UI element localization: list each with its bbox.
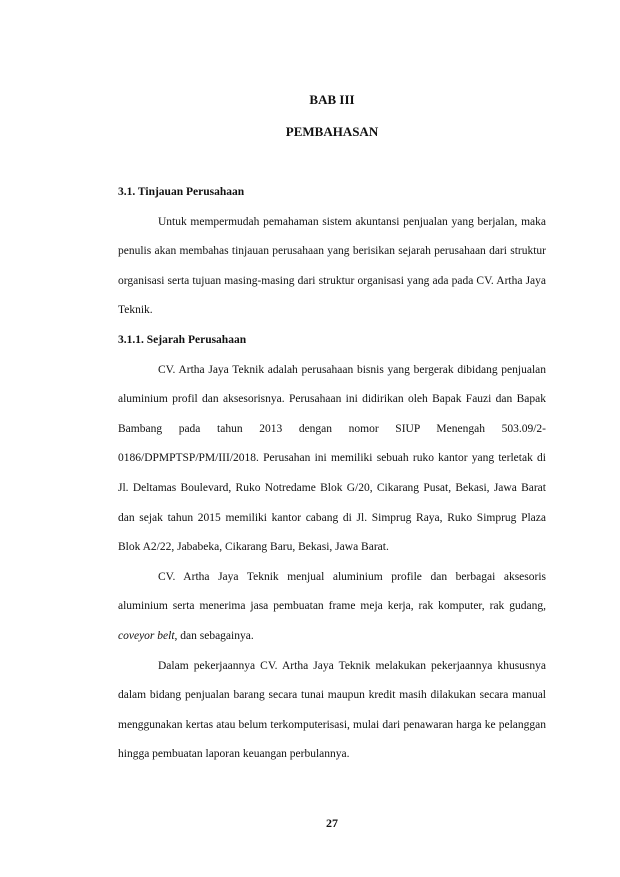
chapter-title: PEMBAHASAN <box>285 124 379 139</box>
chapter-number: BAB III <box>309 92 355 107</box>
paragraph-sejarah-2-italic: coveyor belt <box>118 629 175 642</box>
paragraph-sejarah-3: Dalam pekerjaannya CV. Artha Jaya Teknik melakukan pekerjaannya khususnya dalam bidang penjualan barang secara tunai maupun kredit masih dilakukan secara manual menggunakan kertas atau belum terkomputerisasi, mulai dari penawaran harga ke pelanggan hingga pembuatan laporan keuangan perbulannya. <box>118 659 546 761</box>
paragraph-sejarah-1: CV. Artha Jaya Teknik adalah perusahaan bisnis yang bergerak dibidang penjualan aluminium profil dan aksesorisnya. Perusahaan ini didirikan oleh Bapak Fauzi dan Bapak Bambang pada tahun 2013 dengan nomor SIUP Menengah 503.09/2-0186/DPMPTSP/PM/III/2018. Perusahan ini memiliki sebuah ruko kantor yang terletak di Jl. Deltamas Boulevard, Ruko Notredame Blok G/20, Cikarang Pusat, Bekasi, Jawa Barat dan sejak tahun 2015 memiliki kantor cabang di Jl. Simprug Raya, Ruko Simprug Plaza Blok A2/22, Jababeka, Cikarang Baru, Bekasi, Jawa Barat. <box>118 363 546 554</box>
paragraph-sejarah-2 <box>118 563 546 652</box>
page-number: 27 <box>326 816 338 830</box>
paragraph-sejarah-2-end: , dan sebagainya. <box>174 629 254 642</box>
section-heading-3-1-1: 3.1.1. Sejarah Perusahaan <box>118 333 247 346</box>
section-heading-3-1: 3.1. Tinjauan Perusahaan <box>118 186 245 198</box>
paragraph-sejarah-2-start: CV. Artha Jaya Teknik menjual aluminium profile dan berbagai aksesoris aluminium serta menerima jasa pembuatan frame meja kerja, rak komputer, rak gudang, <box>118 570 546 613</box>
paragraph-tinjauan: Untuk mempermudah pemahaman sistem akuntansi penjualan yang berjalan, maka penulis akan membahas tinjauan perusahaan yang berisikan sejarah perusahaan dari struktur organisasi serta tujuan masing-masing dari struktur organisasi yang ada pada CV. Artha Jaya Teknik. <box>118 215 546 317</box>
document-body <box>118 178 546 770</box>
